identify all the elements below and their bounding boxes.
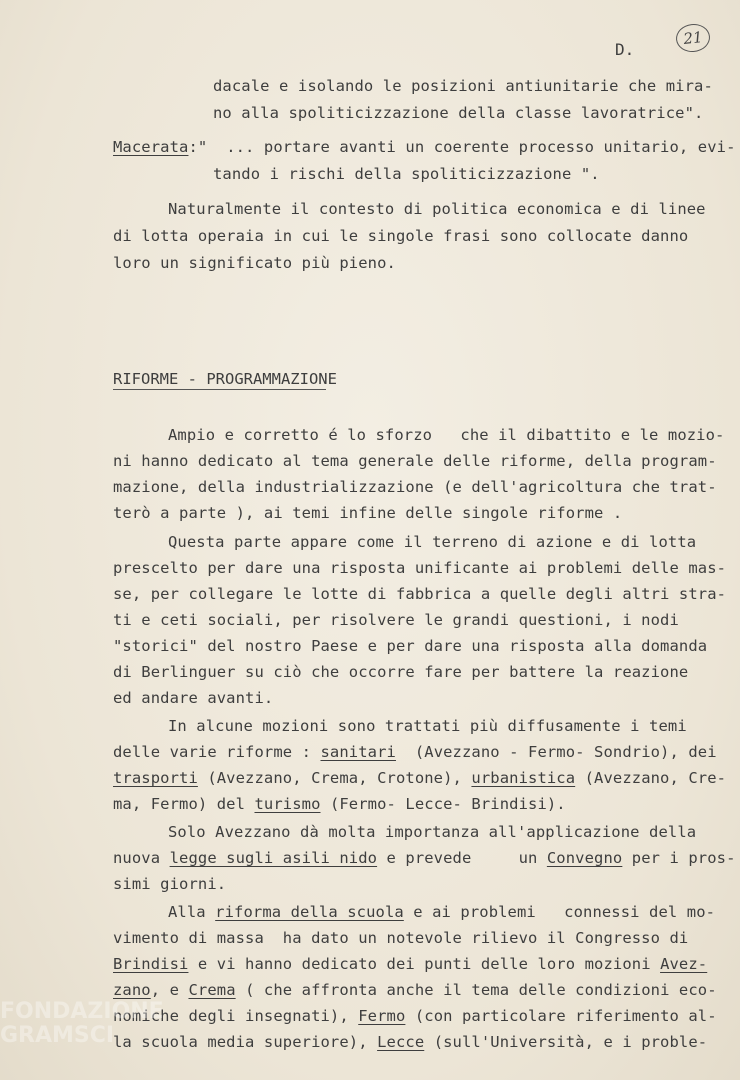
text-run: e prevede un: [377, 849, 547, 867]
section-heading: RIFORME - PROGRAMMAZIONE: [113, 370, 337, 388]
topic-asili-nido: legge sugli asili nido: [169, 849, 378, 867]
text-line: Ampio e corretto é lo sforzo che il dibattito e le mozio-: [168, 426, 725, 444]
text-run: e vi hanno dedicato dei punti delle loro mozioni: [188, 955, 661, 973]
text-line: Questa parte appare come il terreno di azione e di lotta: [168, 533, 697, 551]
text-line: se, per collegare le lotte di fabbrica a quelle degli altri stra-: [113, 585, 727, 603]
text-run: e ai problemi connessi del mo-: [403, 903, 716, 921]
text-run: delle varie riforme :: [113, 743, 321, 761]
text-line: mazione, della industrializzazione (e dell'agricoltura che trat-: [113, 478, 717, 496]
text-run: Alla: [168, 903, 216, 921]
text-line: [113, 848, 736, 868]
text-run: (Avezzano, Cre-: [575, 769, 727, 787]
place-crema: Crema: [188, 981, 236, 999]
text-line: Solo Avezzano dà molta importanza all'applicazione della: [168, 823, 697, 841]
text-line: loro un significato più pieno.: [113, 254, 396, 272]
text-run: nomiche degli insegnati),: [113, 1007, 359, 1025]
topic-urbanistica: urbanistica: [471, 769, 576, 787]
watermark-logo: FONDAZIONE GRAMSCI: [0, 999, 164, 1048]
text-line: In alcune mozioni sono trattati più diffusamente i temi: [168, 717, 687, 735]
text-line: Naturalmente il contesto di politica economica e di linee: [168, 200, 706, 218]
text-line: [113, 1006, 717, 1026]
place-brindisi: Brindisi: [113, 955, 189, 973]
text-line: [113, 980, 717, 1000]
text-line: di lotta operaia in cui le singole frasi sono collocate danno: [113, 227, 689, 245]
text-line: terò a parte ), ai temi infine delle singole riforme .: [113, 504, 623, 522]
text-line: [168, 902, 715, 922]
text-line: "storici" del nostro Paese e per dare una risposta alla domanda: [113, 637, 708, 655]
place-avezzano-cont: zano: [113, 981, 151, 999]
text-line: dacale e isolando le posizioni antiunitarie che mira-: [213, 77, 713, 95]
text-run: (sull'Università, e i proble-: [424, 1033, 708, 1051]
text-run: nuova: [113, 849, 170, 867]
text-run: ma, Fermo) del: [113, 795, 255, 813]
text-line: ni hanno dedicato al tema generale delle riforme, della program-: [113, 452, 717, 470]
heading-underline: [113, 389, 326, 390]
text-run: per i pros-: [622, 849, 736, 867]
text-line: [113, 742, 717, 762]
text-run: (Avezzano, Crema, Crotone),: [197, 769, 472, 787]
topic-convegno: Convegno: [546, 849, 623, 867]
text-line: prescelto per dare una risposta unificante ai problemi delle mas-: [113, 559, 727, 577]
quote-text: :" ... portare avanti un coerente processo unitario, evi-: [188, 138, 736, 156]
page-number-circle: 21: [675, 22, 712, 53]
text-run: , e: [150, 981, 189, 999]
topic-trasporti: trasporti: [113, 769, 198, 787]
text-line: tando i rischi della spoliticizzazione ".: [213, 165, 600, 183]
text-line: [113, 1032, 707, 1052]
topic-riforma-scuola: riforma della scuola: [215, 903, 404, 921]
text-run: ( che affronta anche il tema delle condizioni eco-: [235, 981, 717, 999]
place-avezzano: Avez-: [660, 955, 708, 973]
topic-sanitari: sanitari: [320, 743, 396, 761]
place-name-macerata: Macerata: [113, 138, 189, 156]
text-line: [113, 794, 566, 814]
text-run: (Avezzano - Fermo- Sondrio), dei: [395, 743, 717, 761]
text-line: ti e ceti sociali, per risolvere le grandi questioni, i nodi: [113, 611, 679, 629]
text-line: vimento di massa ha dato un notevole rilievo il Congresso di: [113, 929, 689, 947]
text-line: no alla spoliticizzazione della classe lavoratrice".: [213, 104, 704, 122]
text-run: (con particolare riferimento al-: [405, 1007, 717, 1025]
text-line: [113, 768, 726, 788]
text-line: [113, 954, 707, 974]
text-line: ed andare avanti.: [113, 689, 274, 707]
topic-turismo: turismo: [254, 795, 321, 813]
text-line: simi giorni.: [113, 875, 227, 893]
text-line: di Berlinguer su ciò che occorre fare per battere la reazione: [113, 663, 689, 681]
place-fermo: Fermo: [358, 1007, 406, 1025]
place-lecce: Lecce: [377, 1033, 425, 1051]
text-run: (Fermo- Lecce- Brindisi).: [320, 795, 566, 813]
text-line: [113, 137, 736, 157]
text-run: la scuola media superiore),: [113, 1033, 378, 1051]
page-letter: D.: [615, 40, 635, 59]
